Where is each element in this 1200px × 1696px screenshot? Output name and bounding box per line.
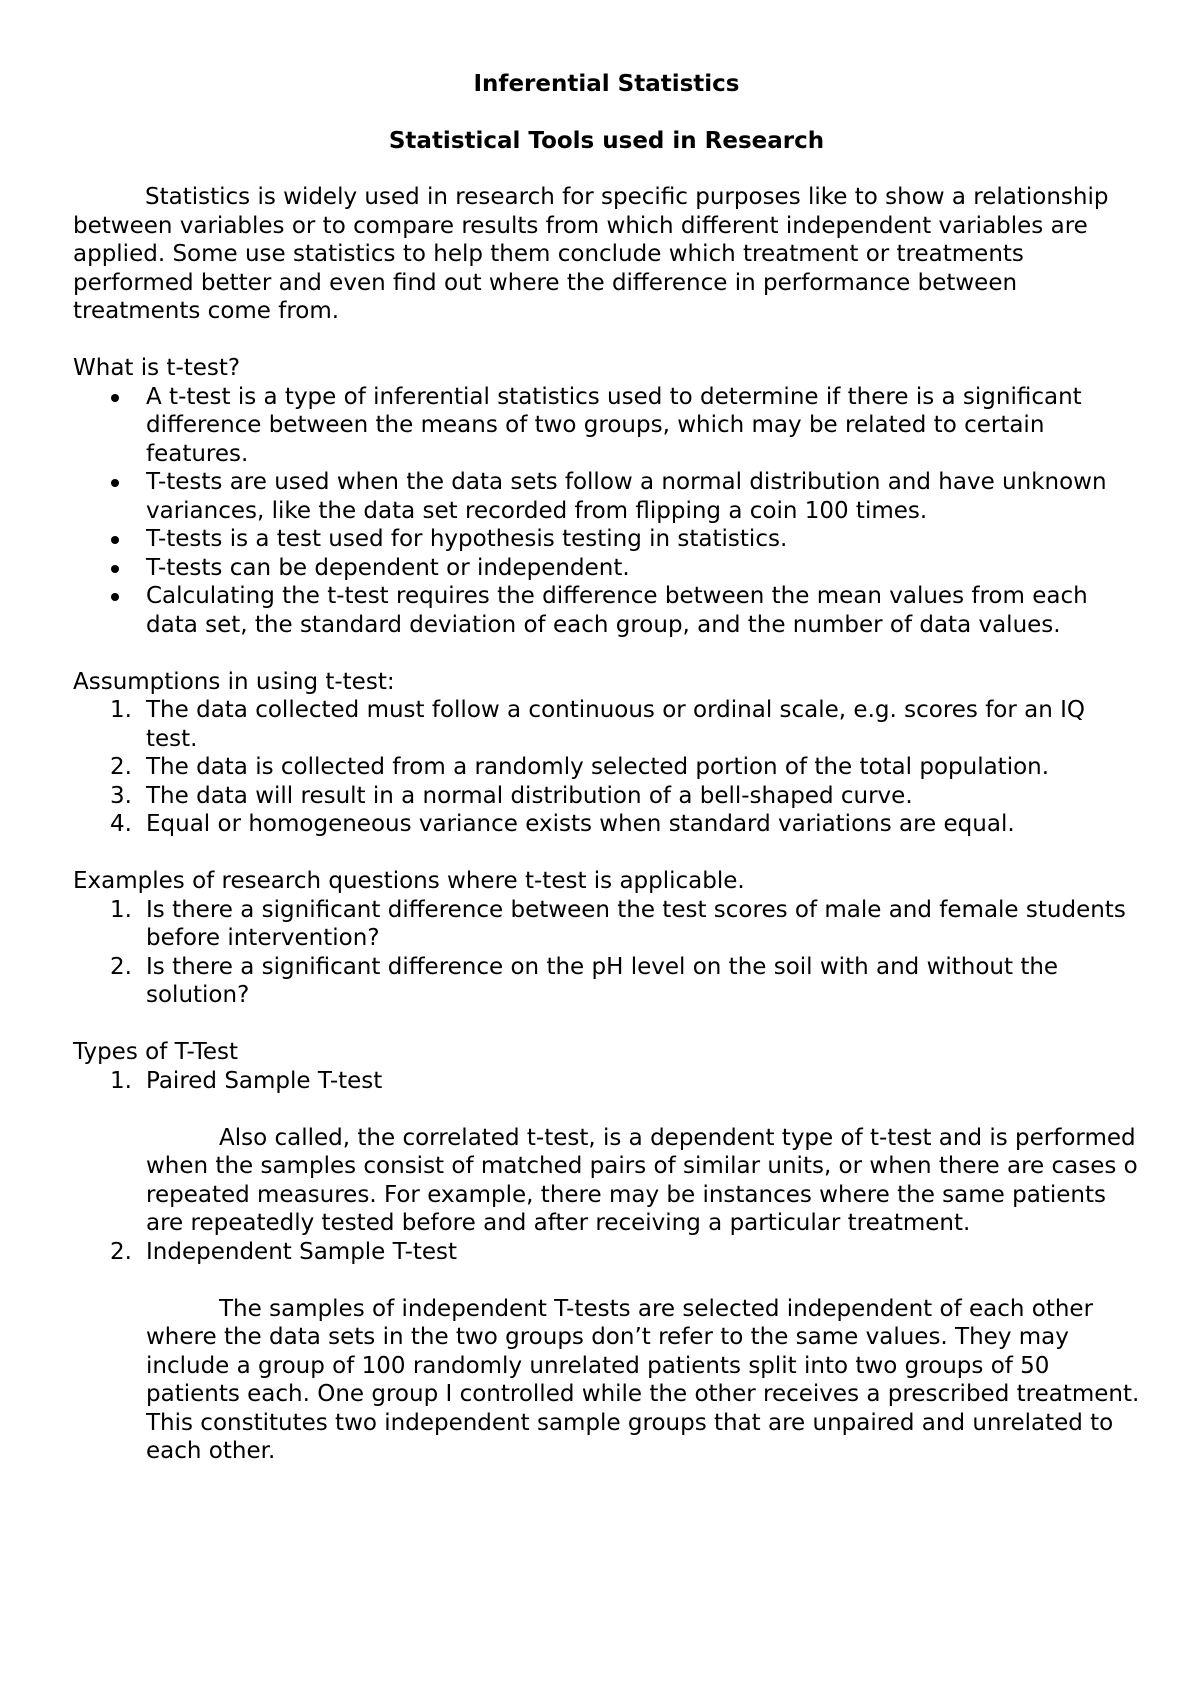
list-item bbox=[73, 896, 1140, 953]
bullet-icon bbox=[111, 394, 119, 402]
list-item bbox=[73, 810, 1140, 839]
ttest-heading: What is t-test? bbox=[73, 355, 241, 381]
list-item-text: The data is collected from a randomly selected portion of the total population. bbox=[146, 754, 1050, 780]
list-item-text: Is there a significant difference on the pH level on the soil with and without the solution? bbox=[146, 953, 1059, 1008]
list-item bbox=[73, 1067, 1140, 1096]
types-heading: Types of T-Test bbox=[73, 1039, 239, 1065]
list-item bbox=[73, 582, 1140, 639]
bullet-icon bbox=[111, 536, 119, 544]
paired-ttest-description: Also called, the correlated t-test, is a dependent type of t-test and is performed when the samples consist of matched pairs of similar units, or when there are cases o repeated measures. For example, there may be instances where the same patients are repeatedly tested before and after receiving a particular treatment. bbox=[146, 1124, 1138, 1236]
types-list-continued bbox=[73, 1238, 1140, 1267]
document-title: Inferential Statistics bbox=[473, 71, 740, 97]
list-number: 3. bbox=[110, 782, 132, 809]
list-number: 2. bbox=[110, 1238, 132, 1265]
list-item bbox=[73, 696, 1140, 753]
type-label: Independent Sample T-test bbox=[146, 1238, 458, 1265]
list-item-text: Equal or homogeneous variance exists when standard variations are equal. bbox=[146, 811, 1015, 837]
list-item bbox=[73, 953, 1140, 1010]
list-item-text: A t-test is a type of inferential statistics used to determine if there is a significant difference between the means of two groups, which may be related to certain features. bbox=[146, 383, 1082, 467]
list-item-text: T-tests can be dependent or independent. bbox=[146, 554, 630, 581]
types-list bbox=[73, 1067, 1140, 1096]
examples-heading: Examples of research questions where t-test is applicable. bbox=[73, 868, 745, 894]
list-item-text: The data will result in a normal distribution of a bell-shaped curve. bbox=[146, 782, 913, 809]
list-item bbox=[73, 753, 1140, 782]
list-item bbox=[73, 468, 1140, 525]
list-item-text: Is there a significant difference between the test scores of male and female students before intervention? bbox=[146, 896, 1126, 951]
list-number: 1. bbox=[110, 697, 132, 723]
assumptions-list bbox=[73, 696, 1140, 839]
independent-ttest-description: The samples of independent T-tests are selected independent of each other where the data sets in the two groups don’t refer to the same values. They may include a group of 100 randomly unrelated patients split into two groups of 50 patients each. One group I controlled while the other receives a prescribed treatment. This constitutes two independent sample groups that are unpaired and unrelated to each other. bbox=[146, 1295, 1140, 1464]
list-item-text: T-tests is a test used for hypothesis testing in statistics. bbox=[146, 526, 788, 552]
document-subtitle: Statistical Tools used in Research bbox=[388, 127, 825, 154]
list-item bbox=[73, 554, 1140, 583]
bullet-icon bbox=[111, 593, 119, 601]
assumptions-heading: Assumptions in using t-test: bbox=[73, 668, 395, 695]
list-item bbox=[73, 1238, 1140, 1267]
list-number: 1. bbox=[110, 896, 132, 923]
list-number: 1. bbox=[110, 1067, 132, 1094]
list-item-text: Calculating the t-test requires the difference between the mean values from each data set, the standard deviation of each group, and the number of data values. bbox=[146, 583, 1088, 638]
intro-paragraph: Statistics is widely used in research for specific purposes like to show a relationship between variables or to compare results from which different independent variables are applied. Some use statistics to help them conclude which treatment or treatments performed better and even find out where the difference in performance between treatments come from. bbox=[73, 184, 1109, 324]
ttest-bullet-list bbox=[73, 383, 1140, 640]
list-item bbox=[73, 383, 1140, 469]
list-number: 2. bbox=[110, 754, 132, 780]
list-item-text: T-tests are used when the data sets follow a normal distribution and have unknown variances, like the data set recorded from flipping a coin 100 times. bbox=[146, 469, 1107, 524]
examples-list bbox=[73, 896, 1140, 1010]
list-number: 4. bbox=[110, 811, 132, 837]
list-item bbox=[73, 782, 1140, 811]
list-number: 2. bbox=[110, 953, 132, 980]
bullet-icon bbox=[111, 479, 119, 487]
list-item-text: The data collected must follow a continuous or ordinal scale, e.g. scores for an IQ test. bbox=[146, 697, 1086, 752]
list-item bbox=[73, 525, 1140, 554]
type-label: Paired Sample T-test bbox=[146, 1067, 383, 1094]
bullet-icon bbox=[111, 565, 119, 573]
